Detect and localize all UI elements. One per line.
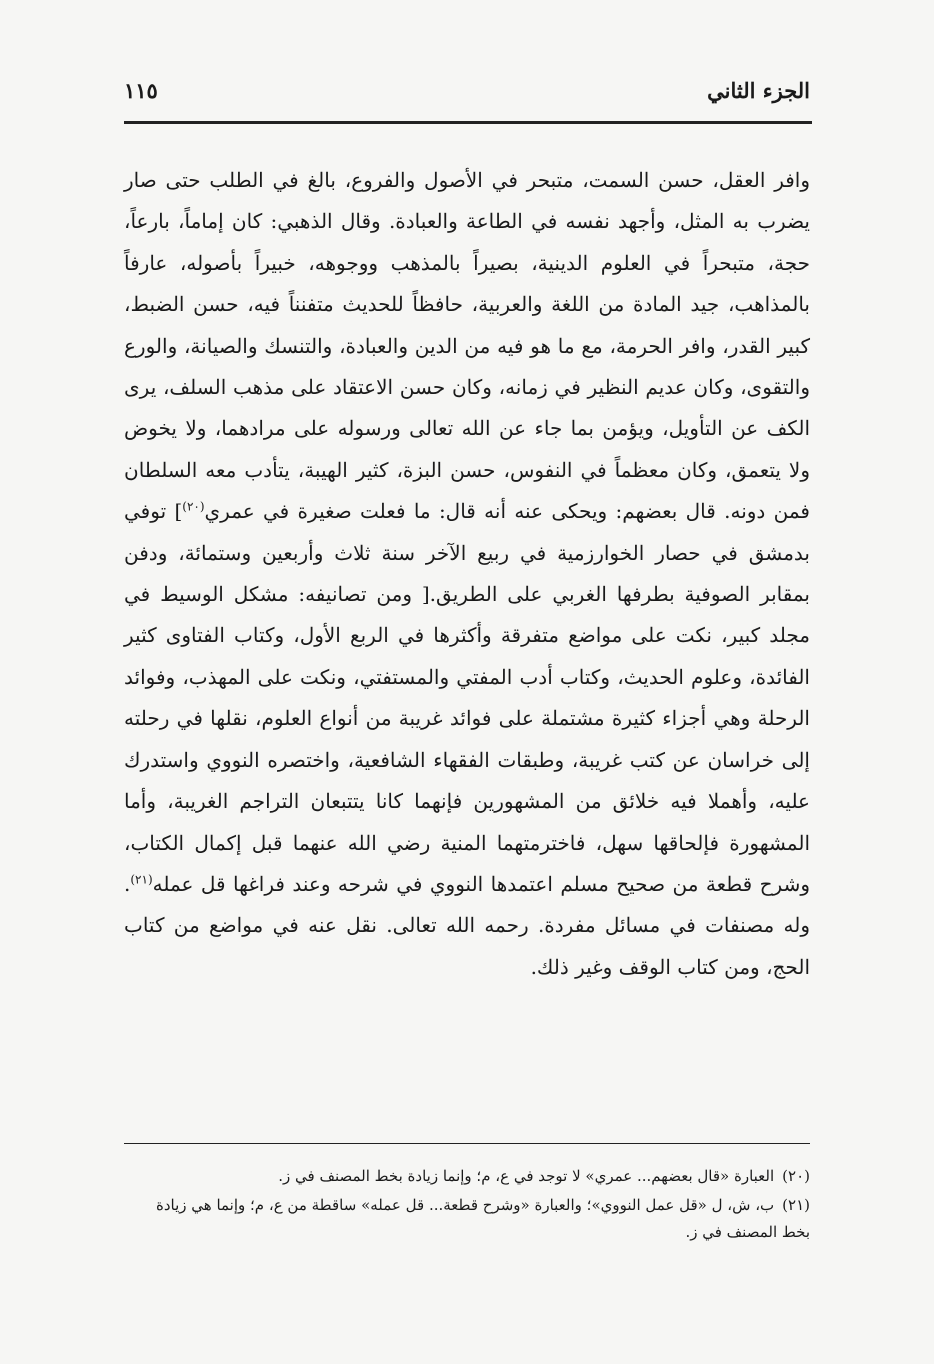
footnote-21 (124, 1192, 810, 1246)
footnote-number: (٢١) (782, 1196, 810, 1214)
footnote-20 (124, 1163, 810, 1190)
header-rule (124, 121, 812, 124)
main-text (124, 160, 810, 988)
text-part-3: . وله مصنفات في مسائل مفردة. رحمه الله تعالى. نقل عنه في مواضع من كتاب الحج، ومن كتاب الوقف وغير ذلك. (124, 871, 810, 979)
page-number: ١١٥ (124, 77, 158, 103)
footnote-ref-21[interactable]: (٢١) (130, 872, 153, 887)
footnote-ref-20[interactable]: (٢٠) (182, 499, 205, 514)
text-part-1: وافر العقل، حسن السمت، متبحر في الأصول والفروع، بالغ في الطلب حتى صار يضرب به المثل، وأجهد نفسه في الطاعة والعبادة. وقال الذهبي: كان إماماً، بارعاً، حجة، متبحراً في العلوم الدينية، بصيراً بالمذهب ووجوهه، خبيراً بأصوله، عارفاً بالمذاهب، جيد المادة من اللغة والعربية، حافظاً للحديث متفنناً فيه، حسن الضبط، كبير القدر، وافر الحرمة، مع ما هو فيه من الدين والعبادة، والتنسك والصيانة، والورع والتقوى، وكان عديم النظير في زمانه، وكان حسن الاعتقاد على مذهب السلف، يرى الكف عن التأويل، ويؤمن بما جاء عن الله تعالى ورسوله على مرادهما، ولا يخوض ولا يتعمق، وكان معظماً في النفوس، حسن البزة، كثير الهيبة، يتأدب معه السلطان فمن دونه. قال بعضهم: ويحكى عنه أنه قال: ما فعلت صغيرة في عمري (124, 168, 810, 524)
page-header (124, 70, 810, 110)
text-part-2: ] توفي بدمشق في حصار الخوارزمية في ربيع الآخر سنة ثلاث وأربعين وستمائة، ودفن بمقابر الصوفية بطرفها الغربي على الطريق.[ ومن تصانيفه: مشكل الوسيط في مجلد كبير، نكت على مواضع متفرقة وأكثرها في الربع الأول، وكتاب الفتاوى كثير الفائدة، وعلوم الحديث، وكتاب أدب المفتي والمستفتي، ونكت على المهذب، وفوائد الرحلة وهي أجزاء كثيرة مشتملة على فوائد غريبة من أنواع العلوم، نقلها في رحلته إلى خراسان عن كتب غريبة، وطبقات الفقهاء الشافعية، واختصره النووي واستدرك عليه، وأهملا فيه خلائق من المشهورين فإنهما كانا يتتبعان التراجم الغريبة، وأما المشهورة فإلحاقها سهل، فاخترمتهما المنية رضي الله عنهما قبل إكمال الكتاب، وشرح قطعة من صحيح مسلم اعتمدها النووي في شرحه وعند فراغها قل عمله (124, 499, 810, 896)
main-paragraph (124, 160, 810, 988)
running-title: الجزء الثاني (707, 77, 810, 103)
footnote-number: (٢٠) (782, 1167, 810, 1185)
footnotes (124, 1163, 810, 1248)
footnote-text: العبارة «قال بعضهم... عمري» لا توجد في ع، م؛ وإنما زيادة بخط المصنف في ز. (278, 1167, 775, 1185)
footnote-text: ب، ش، ل «قل عمل النووي»؛ والعبارة «وشرح قطعة... قل عمله» ساقطة من ع، م؛ وإنما هي زيادة بخط المصنف في ز. (155, 1196, 810, 1241)
footnote-rule (124, 1143, 810, 1144)
